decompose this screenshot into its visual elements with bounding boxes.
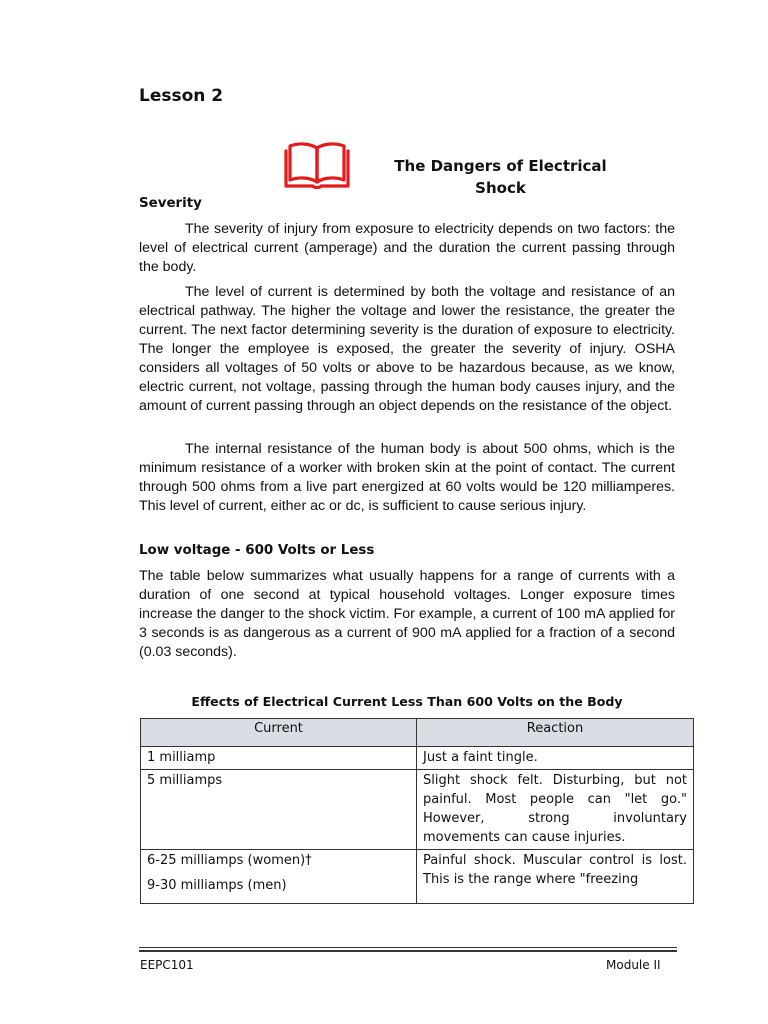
- footer-divider: [139, 950, 677, 952]
- low-voltage-paragraph: The table below summarizes what usually happens for a range of currents with a duration of one second at typical household voltages. Longer exposure times increase the danger to the shock victim. For example, a current of 100 mA applied for 3 seconds is as dangerous as a current of 900 mA applied for a fraction of a second (0.03 seconds).: [139, 568, 675, 660]
- table-row: [141, 747, 694, 770]
- table-caption: Effects of Electrical Current Less Than 600 Volts on the Body: [191, 694, 623, 709]
- current-cell: 5 milliamps: [141, 770, 417, 850]
- title-line-1: The Dangers of Electrical: [394, 157, 607, 175]
- reaction-cell: Slight shock felt. Disturbing, but not painful. Most people can "let go." However, strong involuntary movements can cause injuries.: [417, 770, 694, 850]
- table-header-row: [141, 719, 694, 747]
- footer-divider: [139, 947, 677, 948]
- table-row: [141, 770, 694, 850]
- low-voltage-heading: Low voltage - 600 Volts or Less: [139, 543, 375, 558]
- current-cell: 1 milliamp: [141, 747, 417, 770]
- header-reaction: Reaction: [417, 719, 694, 747]
- effects-table: [140, 718, 694, 904]
- paragraph-1: The severity of injury from exposure to electricity depends on two factors: the level of electrical current (amperage) and the duration the current passing through the body.: [139, 221, 675, 275]
- lesson-label: Lesson 2: [139, 86, 224, 106]
- current-women: 6-25 milliamps (women)†: [147, 853, 312, 868]
- title-line-2: Shock: [475, 179, 526, 197]
- current-cell: [141, 850, 417, 904]
- current-men: 9-30 milliamps (men): [147, 878, 287, 893]
- header-current: Current: [141, 719, 417, 747]
- footer-course-code: EEPC101: [140, 958, 194, 972]
- reaction-cell: [417, 850, 694, 904]
- open-book-icon: [283, 140, 351, 190]
- page-title: [378, 155, 623, 199]
- paragraph-2: The level of current is determined by both the voltage and resistance of an electrical pathway. The higher the voltage and lower the resistance, the greater the current. The next factor determining severity is the duration of exposure to electricity. The longer the employee is exposed, the greater the severity of injury. OSHA considers all voltages of 50 volts or above to be hazardous because, as we know, electric current, not voltage, passing through the human body causes injury, and the amount of current passing through an object depends on the resistance of the object.: [139, 284, 675, 414]
- severity-heading: Severity: [139, 196, 202, 211]
- table-row: [141, 850, 694, 904]
- reaction-cell: Just a faint tingle.: [417, 747, 694, 770]
- reaction-text: Painful shock. Muscular control is lost. This is the range where "freezing: [423, 853, 687, 887]
- paragraph-3: The internal resistance of the human body is about 500 ohms, which is the minimum resistance of a worker with broken skin at the point of contact. The current through 500 ohms from a live part energized at 60 volts would be 120 milliamperes. This level of current, either ac or dc, is sufficient to cause serious injury.: [139, 441, 675, 514]
- footer-module: Module II: [606, 958, 661, 972]
